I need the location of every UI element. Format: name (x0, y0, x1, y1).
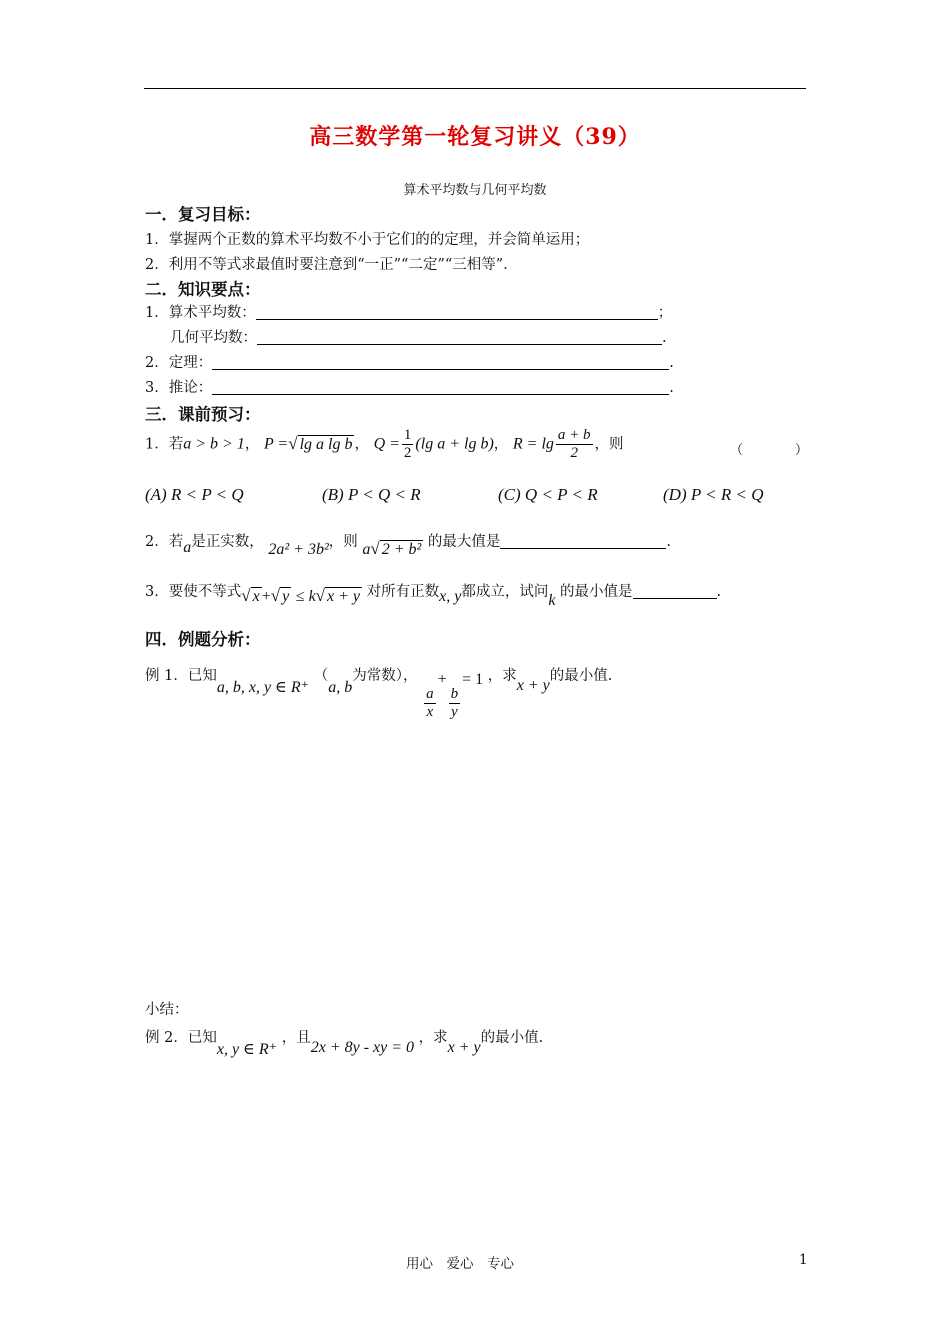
q2-sqrt: √ 2 + b² (370, 539, 422, 558)
ex2-equation: 2x + 8y - xy = 0 (310, 1039, 415, 1056)
knowledge-label: 3．推论： (145, 380, 213, 396)
answer-parentheses[interactable]: （ ） (730, 443, 809, 458)
page-subtitle: 算术平均数与几何平均数 (403, 183, 547, 198)
fill-blank[interactable] (257, 328, 662, 345)
ex1-target: x + y (516, 677, 550, 694)
ex1-paren-text: 为常数）， (352, 668, 418, 684)
q2-sqrt-prefix: a (362, 541, 371, 558)
ex1-paren: （ (313, 668, 329, 684)
ex1-tail: 的最小值. (549, 668, 613, 684)
q1-q-fraction (402, 427, 414, 462)
q1-sep: ， (244, 436, 260, 453)
question-2 (145, 530, 671, 559)
fraction-numerator: 1 (403, 427, 412, 443)
fraction-denominator: x (426, 704, 434, 720)
q2-prefix: 2．若 (145, 534, 184, 550)
fraction-numerator: a + b (557, 427, 591, 443)
q1-tail: ，则 (594, 436, 624, 453)
choice-a[interactable]: (A) R < P < Q (145, 485, 244, 504)
q2-radicand: 2 + b² (381, 541, 422, 558)
knowledge-label: 几何平均数： (170, 330, 257, 346)
question-1 (145, 427, 624, 462)
q3-radicand-y: y (282, 588, 290, 605)
header-rule (144, 88, 806, 89)
fraction-numerator: a (426, 686, 434, 702)
ex1-fraction-b-y (449, 686, 461, 721)
ex1-mid: ，求 (487, 668, 517, 684)
line-end: . (716, 584, 722, 600)
fraction-denominator: y (451, 704, 458, 720)
goal-item-1: 1．掌握两个正数的算术平均数不小于它们的的定理，并会简单运用； (145, 232, 590, 248)
page-title: 高三数学第一轮复习讲义（39） (309, 124, 641, 150)
q3-le-k: ≤ k (295, 588, 316, 605)
q1-q-lhs: Q = (373, 435, 400, 453)
q2-mid: 是正实数， (191, 534, 264, 550)
line-end: . (662, 330, 667, 346)
q1-sep: ， (493, 436, 509, 453)
knowledge-line-geom (170, 326, 667, 347)
footer-motto: 用心 爱心 专心 (406, 1256, 514, 1272)
fill-blank[interactable] (212, 378, 669, 395)
q1-prefix: 1．若 (145, 436, 184, 453)
knowledge-label: 2．定理： (145, 355, 213, 371)
summary-label: 小结： (145, 1002, 189, 1018)
q1-r-fraction (556, 427, 593, 462)
q3-radicand-x: x (252, 588, 260, 605)
q3-radicand-xy: x + y (327, 588, 361, 605)
q1-q-rest: (lg a + lg b) (415, 435, 494, 453)
q3-prefix: 3．要使不等式 (145, 584, 242, 600)
fraction-denominator: 2 (570, 445, 578, 461)
q3-plus: + (261, 588, 271, 605)
q2-var: a (183, 539, 192, 556)
q3-tail: 的最小值是 (560, 584, 633, 600)
example-1 (145, 664, 612, 721)
q1-condition: a > b > 1 (183, 435, 245, 453)
q3-sqrt-xy: √ x + y (315, 586, 361, 605)
ex1-equals: = 1 (462, 671, 484, 688)
q2-mid2: ，则 (328, 534, 358, 550)
q3-mid: 对所有正数 (366, 584, 440, 600)
fill-blank[interactable] (633, 582, 717, 599)
fill-blank[interactable] (256, 303, 658, 320)
choice-b[interactable]: (B) P < Q < R (322, 485, 421, 504)
knowledge-line-arith (145, 301, 672, 322)
ex1-fraction-a-x (424, 686, 436, 721)
fraction-denominator: 2 (403, 445, 412, 461)
ex2-mid: ，且 (281, 1030, 311, 1046)
ex2-set: x, y ∈ R⁺ (216, 1041, 278, 1058)
q3-vars: x, y (439, 588, 462, 605)
line-end: . (669, 355, 674, 371)
ex1-plus: + (437, 671, 447, 688)
q2-expression: 2a² + 3b² (268, 541, 329, 558)
ex2-tail: 的最小值. (480, 1030, 544, 1046)
fill-blank[interactable] (500, 532, 666, 549)
question-3 (145, 580, 721, 610)
q1-sep: ， (354, 436, 369, 453)
fraction-numerator: b (450, 686, 459, 702)
knowledge-line-corollary (145, 376, 674, 397)
q3-k: k (548, 592, 556, 609)
q3-sqrt-y: √ y (270, 586, 290, 605)
section-heading-examples: 四．例题分析： (145, 630, 261, 649)
line-end: ； (657, 305, 673, 321)
q3-sqrt-x: √ x (241, 586, 260, 605)
ex1-prefix: 例 1．已知 (145, 668, 217, 684)
choice-d[interactable]: (D) P < R < Q (663, 485, 764, 504)
ex2-target: x + y (447, 1039, 481, 1056)
fill-blank[interactable] (212, 353, 669, 370)
line-end: . (669, 380, 674, 396)
goal-item-2: 2．利用不等式求最值时要注意到“一正”“二定”“三相等”． (145, 257, 518, 273)
ex1-consts: a, b (328, 679, 353, 696)
q1-p-radicand: lg a lg b (299, 435, 353, 453)
knowledge-line-theorem (145, 351, 674, 372)
section-heading-preview: 三．课前预习： (145, 405, 261, 424)
ex2-mid2: ，求 (418, 1030, 448, 1046)
q1-p-sqrt: √ lg a lg b (288, 433, 353, 453)
example-2 (145, 1026, 543, 1059)
q2-tail: 的最大值是 (427, 534, 501, 550)
q1-r-lhs: R = lg (512, 435, 554, 453)
choice-c[interactable]: (C) Q < P < R (498, 485, 598, 504)
q3-mid2: 都成立，试问 (461, 584, 549, 600)
q1-p-lhs: P = (263, 435, 289, 453)
section-heading-knowledge: 二．知识要点： (145, 280, 261, 299)
ex2-prefix: 例 2．已知 (145, 1030, 217, 1046)
ex1-set: a, b, x, y ∈ R⁺ (216, 679, 310, 696)
knowledge-label: 1．算术平均数： (145, 305, 256, 321)
page-number: 1 (799, 1252, 808, 1268)
section-heading-goals: 一．复习目标： (145, 205, 261, 224)
line-end: . (666, 534, 671, 550)
